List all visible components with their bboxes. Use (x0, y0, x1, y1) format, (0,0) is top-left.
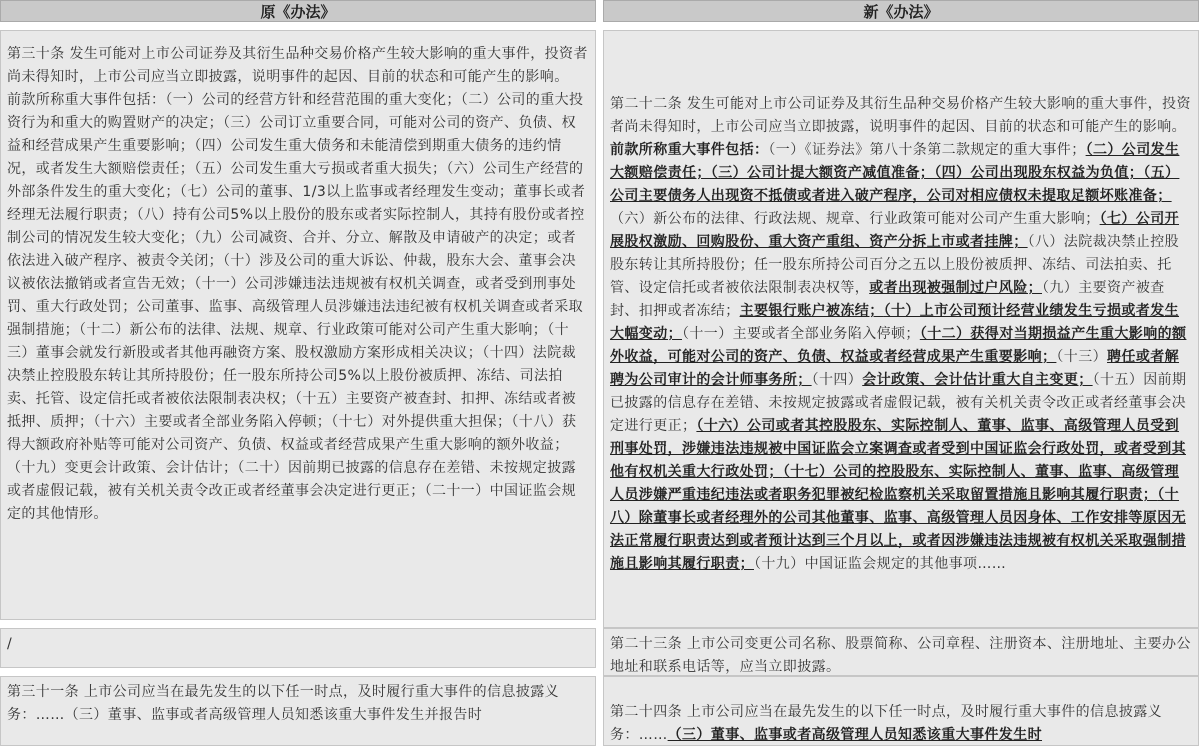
item-19: （十九）中国证监会规定的其他事项…… (754, 556, 1007, 572)
item-14: 会计政策、会计估计重大自主变更； (862, 372, 1093, 388)
old-measures-header: 原《办法》 (0, 0, 596, 22)
article-24-cell (603, 676, 1199, 746)
item-11: （十一）主要或者全部业务陷入停顿； (682, 326, 920, 342)
item-1: （一）《证券法》第八十条第二款规定的重大事件； (768, 142, 1086, 158)
item-9: （九）主要资产被查封、扣押或者冻结； (610, 280, 1165, 319)
items-2-5: （二）公司发生大额赔偿责任；（三）公司计提大额资产减值准备；（四）公司出现股东权益为负值；（五）公司主要债务人出现资不抵债或者进入破产程序，公司对相应债权未提取足额坏账准备； (610, 142, 1180, 204)
item-17: （十七）公司的控股股东、实际控制人、董事、监事、高级管理人员涉嫌严重违纪违法或者职务犯罪被纪检监察机关采取留置措施且影响其履行职责； (610, 464, 1180, 503)
list-lead: 前款所称重大事件包括： (610, 142, 769, 158)
item-8-added: 或者出现被强制过户风险； (869, 280, 1043, 296)
item-15: （十五）因前期已披露的信息存在差错、未按规定披露或者虚假记载，被有关机关责令改正或者经董事会决定进行更正； (610, 372, 1187, 434)
article-24-text (610, 701, 1192, 746)
item-10: （十）上市公司预计经营业绩发生亏损或者发生大幅变动； (610, 303, 1180, 342)
item-14-num: （十四） (811, 372, 863, 388)
old-measures-column (0, 0, 596, 746)
article-24-item-3: （三）董事、监事或者高级管理人员知悉该重大事件发生时 (667, 727, 1043, 743)
article-23-text: 第二十三条 上市公司变更公司名称、股票简称、公司章程、注册资本、注册地址、主要办公地址和联系电话等，应当立即披露。 (610, 636, 1191, 675)
article-22-intro: 第二十二条 发生可能对上市公司证券及其衍生品种交易价格产生较大影响的重大事件，投资者尚未得知时，上市公司应当立即披露，说明事件的起因、目前的状态和可能产生的影响。 (610, 96, 1191, 135)
item-12: （十二）获得对当期损益产生重大影响的额外收益，可能对公司的资产、负债、权益或者经营成果产生重要影响； (610, 326, 1187, 365)
new-measures-column (603, 0, 1199, 746)
article-23-cell (603, 628, 1199, 676)
item-6: （六）新公布的法律、行政法规、规章、行业政策可能对公司产生重大影响； (610, 211, 1100, 227)
item-13-num: （十三） (1056, 349, 1108, 365)
slash-mark: / (7, 636, 13, 652)
item-7: （七）公司开展股权激励、回购股份、重大资产重组、资产分拆上市或者挂牌； (610, 211, 1180, 250)
article-22-cell (603, 30, 1199, 628)
article-30-cell (0, 30, 596, 620)
item-9-added: 主要银行账户被冻结； (739, 303, 884, 319)
article-31-text: 第三十一条 上市公司应当在最先发生的以下任一时点，及时履行重大事件的信息披露义务：……（三）董事、监事或者高级管理人员知悉该重大事件发生并报告时 (7, 684, 560, 723)
new-measures-header: 新《办法》 (603, 0, 1199, 22)
item-18: （十八）除董事长或者经理外的公司其他董事、监事、高级管理人员因身体、工作安排等原因无法正常履行职责达到或者预计达到三个月以上，或者因涉嫌违法违规被有权机关采取强制措施且影响其履行职责； (610, 487, 1186, 572)
item-13: 聘任或者解聘为公司审计的会计师事务所； (610, 349, 1180, 388)
empty-cell (0, 628, 596, 668)
article-31-cell (0, 676, 596, 746)
article-30-list: 前款所称重大事件包括：（一）公司的经营方针和经营范围的重大变化；（二）公司的重大投资行为和重大的购置财产的决定；（三）公司订立重要合同，可能对公司的资产、负债、权益和经营成果产生重要影响；（四）公司发生重大债务和未能清偿到期重大债务的违约情况，或者发生大额赔偿责任；（五）公司发生重大亏损或者重大损失；（六）公司生产经营的外部条件发生的重大变化；（七）公司的董事、1/3以上监事或者经理发生变动；董事长或者经理无法履行职责；（八）持有公司5%以上股份的股东或者实际控制人，其持有股份或者控制公司的情况发生较大变化；（九）公司减资、合并、分立、解散及申请破产的决定；或者依法进入破产程序、被责令关闭；（十）涉及公司的重大诉讼、仲裁，股东大会、董事会决议被依法撤销或者宣告无效；（十一）公司涉嫌违法违规被有权机关调查，或者受到刑事处罚、重大行政处罚；公司董事、监事、高级管理人员涉嫌违法违纪被有权机关调查或者采取强制措施；（十二）新公布的法律、法规、规章、行业政策可能对公司产生重大影响；（十三）董事会就发行新股或者其他再融资方案、股权激励方案形成相关决议；（十四）法院裁决禁止控股股东转让其所持股份；任一股东所持公司5%以上股份被质押、冻结、司法拍卖、托管、设定信托或者被依法限制表决权；（十五）主要资产被查封、扣押、冻结或者被抵押、质押；（十六）主要或者全部业务陷入停顿；（十七）对外提供重大担保；（十八）获得大额政府补贴等可能对公司资产、负债、权益或者经营成果产生重大影响的额外收益；（十九）变更会计政策、会计估计；（二十）因前期已披露的信息存在差错、未按规定披露或者虚假记载，被有关机关责令改正或者经董事会决定进行更正；（二十一）中国证监会规定的其他情形。 (7, 92, 586, 522)
article-22-list (610, 139, 1192, 576)
article-24-lead: 第二十四条 上市公司应当在最先发生的以下任一时点，及时履行重大事件的信息披露义务：…… (610, 704, 1163, 743)
article-30-intro: 第三十条 发生可能对上市公司证券及其衍生品种交易价格产生较大影响的重大事件，投资者尚未得知时，上市公司应当立即披露，说明事件的起因、目前的状态和可能产生的影响。 (7, 46, 588, 85)
item-8: （八）法院裁决禁止控股股东转让其所持股份；任一股东所持公司百分之五以上股份被质押、冻结、司法拍卖、托管、设定信托或者被依法限制表决权等， (610, 234, 1180, 296)
item-16: （十六）公司或者其控股股东、实际控制人、董事、监事、高级管理人员受到刑事处罚，涉嫌违法违规被中国证监会立案调查或者受到中国证监会行政处罚，或者受到其他有权机关重大行政处罚； (610, 418, 1186, 480)
